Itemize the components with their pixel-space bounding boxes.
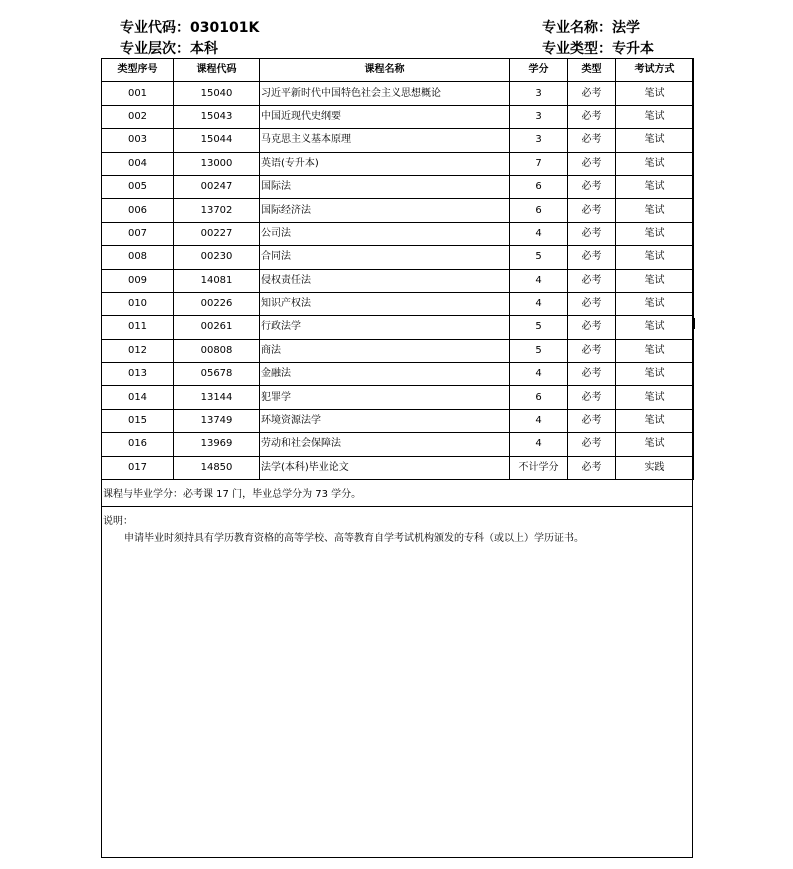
cell-name: 习近平新时代中国特色社会主义思想概论 <box>260 82 510 105</box>
col-header-credit: 学分 <box>510 59 568 82</box>
cell-credit: 4 <box>510 363 568 386</box>
major-level: 专业层次：本科 <box>120 41 218 57</box>
cell-seq: 013 <box>102 363 174 386</box>
cell-seq: 015 <box>102 409 174 432</box>
table-row <box>102 316 694 339</box>
cell-code: 13969 <box>174 433 260 456</box>
cell-code: 13144 <box>174 386 260 409</box>
cell-credit: 3 <box>510 129 568 152</box>
table-row <box>102 433 694 456</box>
cell-credit: 5 <box>510 316 568 339</box>
cell-exam: 笔试 <box>616 269 694 292</box>
cell-name: 侵权责任法 <box>260 269 510 292</box>
cell-code: 15040 <box>174 82 260 105</box>
cell-exam: 笔试 <box>616 386 694 409</box>
cell-type: 必考 <box>568 339 616 362</box>
cell-code: 00227 <box>174 222 260 245</box>
cell-code: 13702 <box>174 199 260 222</box>
cell-code: 15043 <box>174 105 260 128</box>
table-row <box>102 105 694 128</box>
cell-credit: 5 <box>510 339 568 362</box>
cell-seq: 002 <box>102 105 174 128</box>
document-frame <box>101 58 693 858</box>
cell-credit: 4 <box>510 433 568 456</box>
cell-name: 劳动和社会保障法 <box>260 433 510 456</box>
col-header-seq: 类型序号 <box>102 59 174 82</box>
major-code: 专业代码：030101K <box>120 20 260 36</box>
col-header-type: 类型 <box>568 59 616 82</box>
cell-type: 必考 <box>568 269 616 292</box>
cell-type: 必考 <box>568 246 616 269</box>
cell-seq: 004 <box>102 152 174 175</box>
cell-exam: 笔试 <box>616 222 694 245</box>
table-row <box>102 222 694 245</box>
cell-type: 必考 <box>568 316 616 339</box>
cell-code: 14081 <box>174 269 260 292</box>
col-header-code: 课程代码 <box>174 59 260 82</box>
cell-credit: 4 <box>510 269 568 292</box>
text-cursor <box>693 318 695 329</box>
cell-exam: 笔试 <box>616 363 694 386</box>
cell-name: 合同法 <box>260 246 510 269</box>
cell-type: 必考 <box>568 409 616 432</box>
cell-name: 环境资源法学 <box>260 409 510 432</box>
cell-type: 必考 <box>568 152 616 175</box>
cell-type: 必考 <box>568 292 616 315</box>
cell-exam: 笔试 <box>616 316 694 339</box>
cell-name: 国际法 <box>260 175 510 198</box>
cell-name: 行政法学 <box>260 316 510 339</box>
cell-code: 00261 <box>174 316 260 339</box>
cell-seq: 012 <box>102 339 174 362</box>
cell-exam: 笔试 <box>616 246 694 269</box>
cell-code: 05678 <box>174 363 260 386</box>
table-row <box>102 386 694 409</box>
cell-seq: 011 <box>102 316 174 339</box>
major-name: 专业名称：法学 <box>542 20 640 36</box>
cell-exam: 笔试 <box>616 433 694 456</box>
cell-name: 犯罪学 <box>260 386 510 409</box>
cell-exam: 笔试 <box>616 152 694 175</box>
notes-title: 说明： <box>103 516 133 527</box>
cell-credit: 3 <box>510 82 568 105</box>
cell-credit: 4 <box>510 222 568 245</box>
course-table <box>101 58 694 480</box>
cell-credit: 7 <box>510 152 568 175</box>
cell-type: 必考 <box>568 199 616 222</box>
cell-type: 必考 <box>568 363 616 386</box>
table-row <box>102 246 694 269</box>
cell-seq: 009 <box>102 269 174 292</box>
table-header-row <box>102 59 694 82</box>
cell-code: 14850 <box>174 456 260 479</box>
cell-credit: 4 <box>510 409 568 432</box>
cell-exam: 笔试 <box>616 82 694 105</box>
credit-summary: 课程与毕业学分：必考课 17 门，毕业总学分为 73 学分。 <box>102 483 692 507</box>
table-row <box>102 409 694 432</box>
cell-name: 知识产权法 <box>260 292 510 315</box>
table-row <box>102 456 694 479</box>
cell-credit: 6 <box>510 199 568 222</box>
cell-type: 必考 <box>568 456 616 479</box>
col-header-exam: 考试方式 <box>616 59 694 82</box>
table-row <box>102 269 694 292</box>
cell-seq: 010 <box>102 292 174 315</box>
cell-type: 必考 <box>568 82 616 105</box>
cell-type: 必考 <box>568 386 616 409</box>
cell-seq: 003 <box>102 129 174 152</box>
cell-code: 00226 <box>174 292 260 315</box>
cell-name: 马克思主义基本原理 <box>260 129 510 152</box>
table-row <box>102 152 694 175</box>
table-row <box>102 292 694 315</box>
cell-name: 公司法 <box>260 222 510 245</box>
cell-credit: 3 <box>510 105 568 128</box>
cell-name: 商法 <box>260 339 510 362</box>
cell-type: 必考 <box>568 433 616 456</box>
cell-exam: 笔试 <box>616 129 694 152</box>
cell-exam: 笔试 <box>616 175 694 198</box>
cell-exam: 笔试 <box>616 105 694 128</box>
cell-type: 必考 <box>568 105 616 128</box>
cell-credit: 6 <box>510 175 568 198</box>
cell-seq: 016 <box>102 433 174 456</box>
table-row <box>102 363 694 386</box>
cell-name: 金融法 <box>260 363 510 386</box>
cell-code: 00808 <box>174 339 260 362</box>
cell-code: 13000 <box>174 152 260 175</box>
cell-type: 必考 <box>568 129 616 152</box>
col-header-name: 课程名称 <box>260 59 510 82</box>
cell-name: 中国近现代史纲要 <box>260 105 510 128</box>
cell-seq: 006 <box>102 199 174 222</box>
cell-exam: 笔试 <box>616 199 694 222</box>
table-row <box>102 339 694 362</box>
cell-type: 必考 <box>568 175 616 198</box>
cell-type: 必考 <box>568 222 616 245</box>
cell-exam: 笔试 <box>616 292 694 315</box>
cell-code: 00230 <box>174 246 260 269</box>
table-row <box>102 175 694 198</box>
cell-seq: 008 <box>102 246 174 269</box>
notes-text: 申请毕业时须持具有学历教育资格的高等学校、高等教育自学考试机构颁发的专科（或以上）学历证书。 <box>124 533 584 544</box>
cell-seq: 005 <box>102 175 174 198</box>
cell-name: 国际经济法 <box>260 199 510 222</box>
cell-credit: 6 <box>510 386 568 409</box>
cell-seq: 017 <box>102 456 174 479</box>
cell-name: 英语(专升本) <box>260 152 510 175</box>
cell-code: 13749 <box>174 409 260 432</box>
cell-exam: 实践 <box>616 456 694 479</box>
cell-credit: 4 <box>510 292 568 315</box>
cell-exam: 笔试 <box>616 339 694 362</box>
table-row <box>102 199 694 222</box>
cell-seq: 001 <box>102 82 174 105</box>
cell-seq: 007 <box>102 222 174 245</box>
major-type: 专业类型：专升本 <box>542 41 654 57</box>
cell-credit: 5 <box>510 246 568 269</box>
table-row <box>102 129 694 152</box>
cell-seq: 014 <box>102 386 174 409</box>
table-row <box>102 82 694 105</box>
cell-exam: 笔试 <box>616 409 694 432</box>
cell-code: 15044 <box>174 129 260 152</box>
cell-name: 法学(本科)毕业论文 <box>260 456 510 479</box>
cell-code: 00247 <box>174 175 260 198</box>
cell-credit: 不计学分 <box>510 456 568 479</box>
